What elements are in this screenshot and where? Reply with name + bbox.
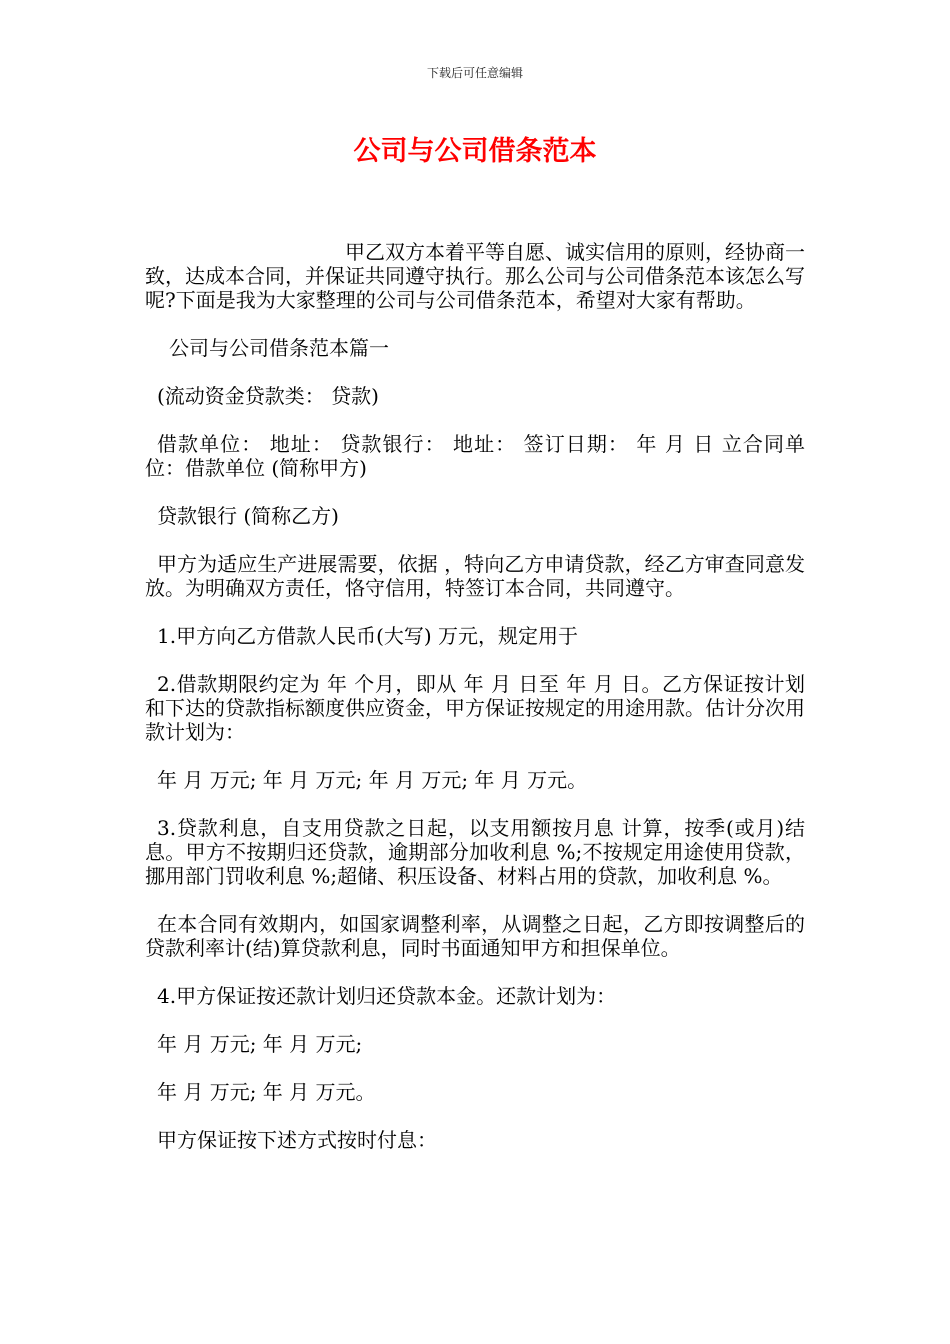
interest-payment-line: 甲方保证按下述方式按时付息：: [157, 1128, 437, 1152]
clause-2: 2.借款期限约定为 年 个月，即从 年 月 日至 年 月 日。乙方保证按计划和下达的贷款指标额度供应资金，甲方保证按规定的用途用款。估计分次用款计划为：: [145, 672, 805, 744]
rate-adjustment-paragraph: 在本合同有效期内，如国家调整利率，从调整之日起，乙方即按调整后的贷款利率计(结)算贷款利息，同时书面通知甲方和担保单位。: [145, 912, 805, 960]
intro-paragraph: 甲乙双方本着平等自愿、诚实信用的原则，经协商一致，达成本合同，并保证共同遵守执行。那么公司与公司借条范本该怎么写呢?下面是我为大家整理的公司与公司借条范本，希望对大家有帮助。: [145, 240, 805, 312]
loan-type-line: (流动资金贷款类： 贷款): [157, 384, 379, 408]
clause-1: 1.甲方向乙方借款人民币(大写) 万元，规定用于: [157, 624, 579, 648]
document-title: 公司与公司借条范本: [353, 136, 597, 167]
clause-3: 3.贷款利息，自支用贷款之日起，以支用额按月息 计算，按季(或月)结息。甲方不按期归还贷款，逾期部分加收利息 %;不按规定用途使用贷款，挪用部门罚收利息 %;超储、积压设备、材料占用的贷款，加收利息 %。: [145, 816, 805, 888]
section-heading: 公司与公司借条范本篇一: [169, 336, 389, 360]
repayment-plan-line-2: 年 月 万元; 年 月 万元。: [157, 1080, 376, 1104]
lender-line: 贷款银行 (简称乙方): [157, 504, 339, 528]
disbursement-plan-line: 年 月 万元; 年 月 万元; 年 月 万元; 年 月 万元。: [157, 768, 588, 792]
header-note: 下载后可任意编辑: [426, 66, 523, 80]
document-body: [145, 240, 805, 1176]
repayment-plan-line-1: 年 月 万元; 年 月 万元;: [157, 1032, 363, 1056]
parties-info-paragraph: 借款单位： 地址： 贷款银行： 地址： 签订日期： 年 月 日 立合同单位：借款单位 (简称甲方): [145, 432, 805, 480]
purpose-paragraph: 甲方为适应生产进展需要，依据 ，特向乙方申请贷款，经乙方审查同意发放。为明确双方责任，恪守信用，特签订本合同，共同遵守。: [145, 552, 805, 600]
clause-4: 4.甲方保证按还款计划归还贷款本金。还款计划为：: [157, 984, 617, 1008]
